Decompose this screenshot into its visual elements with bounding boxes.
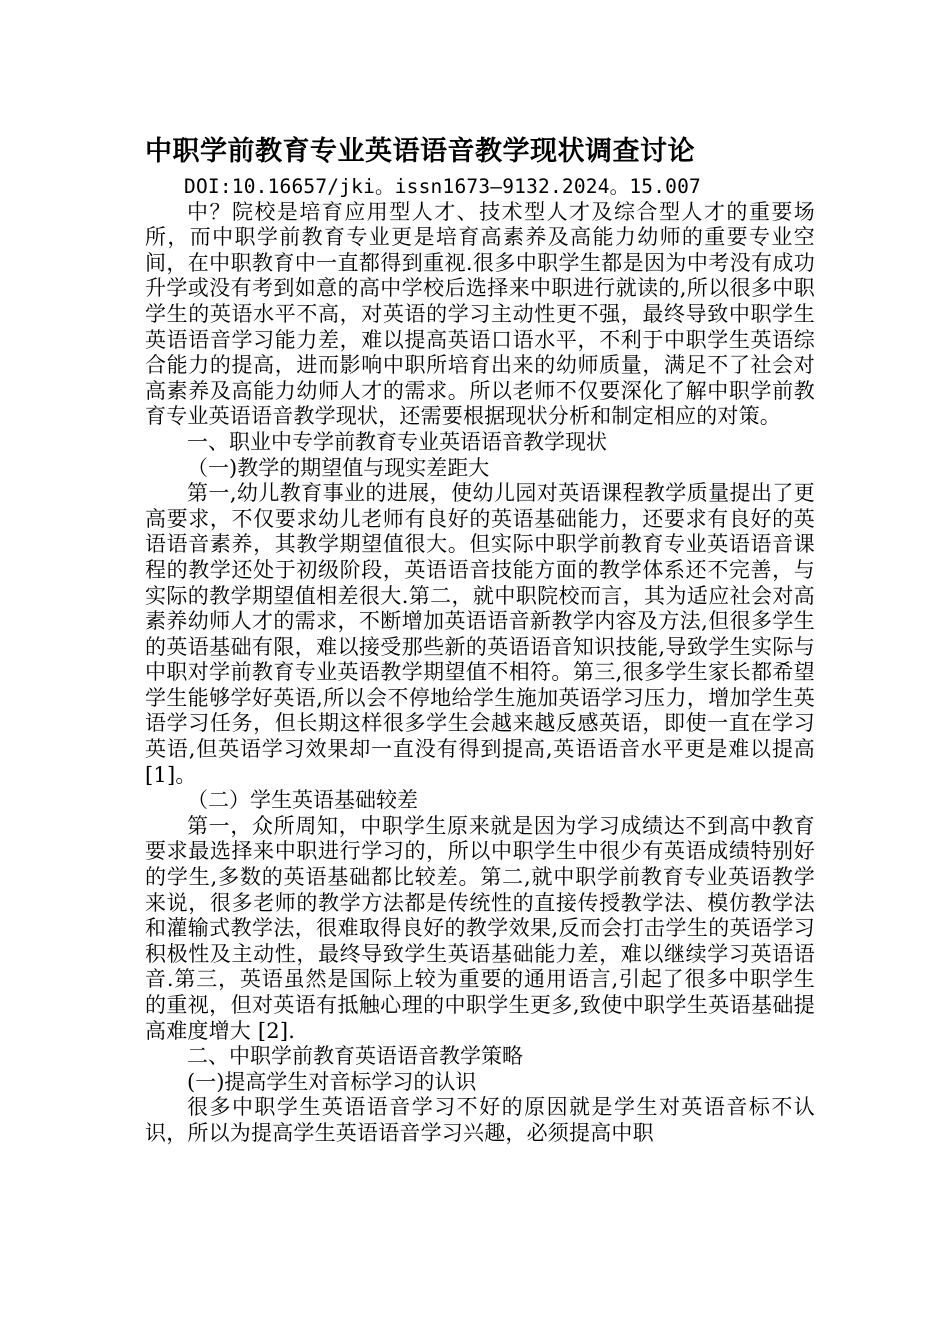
intro-paragraph: 中？院校是培育应用型人才、技术型人才及综合型人才的重要场所，而中职学前教育专业更是培育高素养及高能力幼师的重要专业空间，在中职教育中一直都得到重视.很多中职学生都是因为中考没有成功升学或没有考到如意的高中学校后选择来中职进行就读的,所以很多中职学生的英语水平不高，对英语的学习主动性更不强，最终导致中职学生英语语音学习能力差，难以提高英语口语水平，不利于中职学生英语综合能力的提高，进而影响中职所培育出来的幼师质量，满足不了社会对高素养及高能力幼师人才的需求。所以老师不仅要深化了解中职学前教育专业英语语音教学现状，还需要根据现状分析和制定相应的对策。 xyxy=(145,199,815,429)
document-page xyxy=(145,132,815,1147)
subsection-heading-1-1: （一)教学的期望值与现实差距大 xyxy=(187,455,490,480)
section-heading-1: 一、职业中专学前教育专业英语语音教学现状 xyxy=(187,429,607,454)
document-title: 中职学前教育专业英语语音教学现状调查讨论 xyxy=(145,136,695,167)
subsection-heading-1-2: （二）学生英语基础较差 xyxy=(187,788,418,813)
body-paragraph-phonetics: 很多中职学生英语语音学习不好的原因就是学生对英语音标不认识，所以为提高学生英语语音学习兴趣，必须提高中职 xyxy=(145,1095,815,1145)
section-heading-2: 二、中职学前教育英语语音教学策略 xyxy=(187,1044,523,1069)
body-paragraph-expectation-gap: 第一,幼儿教育事业的进展，使幼儿园对英语课程教学质量提出了更高要求，不仅要求幼儿老师有良好的英语基础能力，还要求有良好的英语语音素养，其教学期望值很大。但实际中职学前教育专业英语语音课程的教学还处于初级阶段，英语语音技能方面的教学体系还不完善，与实际的教学期望值相差很大.第二，就中职院校而言，其为适应社会对高素养幼师人才的需求，不断增加英语语音新教学内容及方法,但很多学生的英语基础有限，难以接受那些新的英语语音知识技能,导致学生实际与中职对学前教育专业英语教学期望值不相符。第三,很多学生家长都希望学生能够学好英语,所以会不停地给学生施加英语学习压力，增加学生英语学习任务，但长期这样很多学生会越来越反感英语，即使一直在学习英语,但英语学习效果却一直没有得到提高,英语语音水平更是难以提高[1]。 xyxy=(145,481,815,787)
subsection-heading-2-1: (一)提高学生对音标学习的认识 xyxy=(187,1069,477,1094)
body-paragraph-weak-foundation: 第一，众所周知，中职学生原来就是因为学习成绩达不到高中教育要求最选择来中职进行学习的，所以中职学生中很少有英语成绩特别好的学生,多数的英语基础都比较差。第二,就中职学前教育专业英语教学来说，很多老师的教学方法都是传统性的直接传授教学法、模仿教学法和灌输式教学法，很难取得良好的教学效果,反而会打击学生的英语学习积极性及主动性，最终导致学生英语基础能力差，难以继续学习英语语音.第三，英语虽然是国际上较为重要的通用语言,引起了很多中职学生的重视，但对英语有抵触心理的中职学生更多,致使中职学生英语基础提高难度增大 [2]. xyxy=(145,813,815,1043)
doi-line: DOI:10.16657/jki。issn1673—9132.2024。15.007 xyxy=(184,175,701,198)
